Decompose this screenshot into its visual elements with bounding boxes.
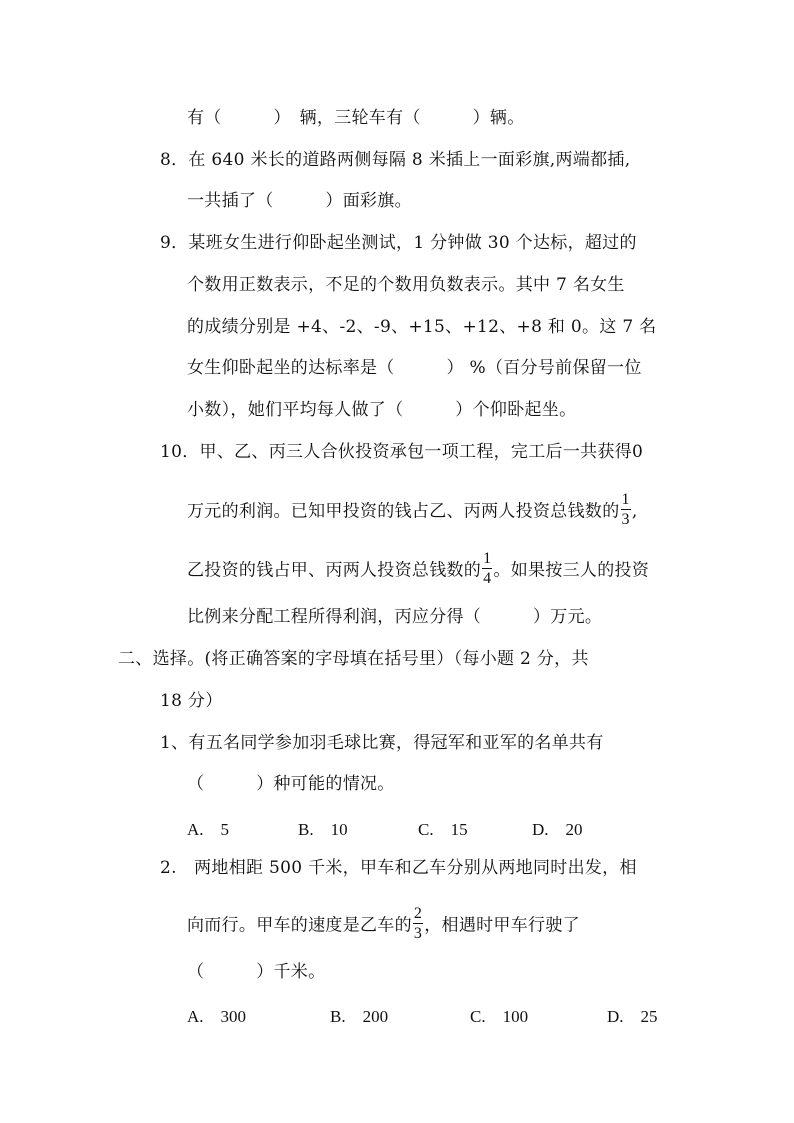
fraction-one-third: [621, 492, 631, 528]
fraction-numerator: 1: [483, 550, 492, 567]
q10-line-2-text: 万元的利润。已知甲投资的钱占乙、丙两人投资总钱数的: [187, 501, 620, 522]
section-2-heading: 二、选择。(将正确答案的字母填在括号里）（每小题 2 分，共: [118, 649, 589, 669]
q7-continuation-line: 有（ ） 辆，三轮车有（ ）辆。: [187, 108, 525, 128]
q9-line-3: 的成绩分别是 +4、-2、-9、+15、+12、+8 和 0。这 7 名: [187, 317, 657, 337]
choice-q2-option-d: D. 25: [607, 1007, 658, 1026]
choice-q1-option-a: A. 5: [187, 820, 230, 839]
q10-line-2-comma: ,: [631, 501, 638, 522]
choice-q2-line-3: （ ）千米。: [187, 962, 326, 982]
choice-q2-line-2: [187, 905, 580, 944]
choice-q1-line-1: 1、有五名同学参加羽毛球比赛，得冠军和亚军的名单共有: [160, 733, 604, 753]
choice-q2-line-2-text-a: 向而行。甲车的速度是乙车的: [187, 915, 412, 936]
choice-q2-option-a: A. 300: [187, 1007, 247, 1026]
choice-q1-option-c: C. 15: [418, 820, 468, 839]
q9-line-2: 个数用正数表示，不足的个数用负数表示。其中 7 名女生: [187, 275, 625, 295]
q8-line-1: 8．在 640 米长的道路两侧每隔 8 米插上一面彩旗,两端都插,: [160, 150, 631, 170]
choice-q2-line-1: 2. 两地相距 500 千米，甲车和乙车分别从两地同时出发，相: [160, 858, 637, 878]
fraction-two-thirds: [413, 906, 423, 942]
fraction-denominator: 3: [621, 511, 630, 528]
choice-q1-option-b: B. 10: [298, 820, 348, 839]
fraction-one-fourth: [482, 551, 492, 587]
q10-line-3: [187, 550, 650, 589]
q10-line-2: [187, 491, 638, 530]
q10-line-3-text-b: 。如果按三人的投资: [493, 560, 650, 581]
choice-q1-line-2: （ ）种可能的情况。: [187, 774, 395, 794]
q10-line-3-text-a: 乙投资的钱占甲、丙两人投资总钱数的: [187, 560, 482, 581]
q10-line-1: 10．甲、乙、丙三人合伙投资承包一项工程，完工后一共获得0: [160, 442, 644, 462]
section-2-heading-cont: 18 分）: [160, 691, 223, 711]
q9-line-4: 女生仰卧起坐的达标率是（ ） %（百分号前保留一位: [187, 358, 642, 378]
choice-q2-option-c: C. 100: [470, 1007, 529, 1026]
choice-q2-option-b: B. 200: [330, 1007, 389, 1026]
q8-line-2: 一共插了（ ）面彩旗。: [187, 191, 412, 211]
fraction-denominator: 3: [413, 925, 423, 942]
fraction-numerator: 1: [621, 491, 630, 508]
fraction-numerator: 2: [413, 905, 423, 922]
q9-line-5: 小数），她们平均每人做了（ ）个仰卧起坐。: [187, 400, 577, 420]
q10-line-4: 比例来分配工程所得利润，丙应分得（ ）万元。: [187, 607, 603, 627]
choice-q2-line-2-text-b: ，相遇时甲车行驶了: [424, 915, 580, 936]
q9-line-1: 9．某班女生进行仰卧起坐测试，1 分钟做 30 个达标，超过的: [160, 233, 637, 253]
choice-q1-option-d: D. 20: [532, 820, 583, 839]
fraction-denominator: 4: [483, 570, 492, 587]
